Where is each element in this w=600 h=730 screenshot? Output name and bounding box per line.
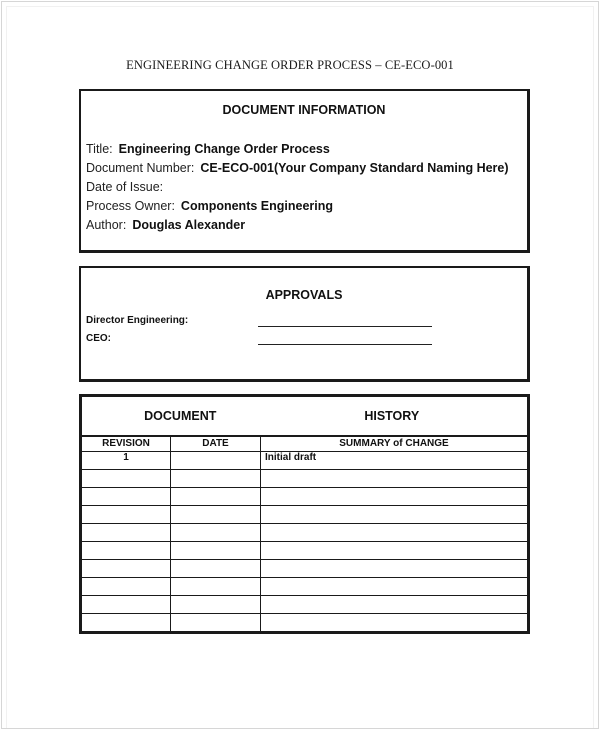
signature-line[interactable] bbox=[258, 344, 432, 345]
cell-date[interactable] bbox=[171, 470, 261, 488]
cell-summary[interactable] bbox=[261, 506, 529, 524]
cell-date[interactable] bbox=[171, 596, 261, 614]
cell-date[interactable] bbox=[171, 488, 261, 506]
field-process-owner bbox=[86, 197, 509, 216]
cell-date[interactable] bbox=[171, 578, 261, 596]
field-label: Author: bbox=[86, 218, 127, 232]
cell-revision[interactable] bbox=[81, 488, 171, 506]
field-date-of-issue bbox=[86, 178, 509, 197]
field-value: CE-ECO-001(Your Company Standard Naming Here) bbox=[200, 161, 509, 175]
cell-revision[interactable] bbox=[81, 560, 171, 578]
table-row bbox=[81, 578, 529, 596]
cell-date[interactable] bbox=[171, 560, 261, 578]
cell-date[interactable] bbox=[171, 614, 261, 633]
table-row bbox=[81, 524, 529, 542]
cell-summary[interactable]: Initial draft bbox=[261, 452, 529, 470]
cell-summary[interactable] bbox=[261, 560, 529, 578]
field-title bbox=[86, 140, 509, 159]
field-label: Title: bbox=[86, 142, 113, 156]
cell-revision[interactable] bbox=[81, 542, 171, 560]
cell-date[interactable] bbox=[171, 524, 261, 542]
cell-date[interactable] bbox=[171, 452, 261, 470]
cell-date[interactable] bbox=[171, 506, 261, 524]
table-row bbox=[81, 488, 529, 506]
cell-summary[interactable] bbox=[261, 488, 529, 506]
field-value: Douglas Alexander bbox=[132, 218, 246, 232]
field-value: Engineering Change Order Process bbox=[118, 142, 330, 156]
table-row bbox=[81, 596, 529, 614]
approvals-box bbox=[79, 266, 530, 382]
cell-revision[interactable] bbox=[81, 506, 171, 524]
table-row bbox=[81, 452, 529, 470]
document-title: ENGINEERING CHANGE ORDER PROCESS – CE-ECO-001 bbox=[126, 58, 454, 72]
table-row bbox=[81, 506, 529, 524]
cell-date[interactable] bbox=[171, 542, 261, 560]
column-header-date: DATE bbox=[171, 436, 261, 452]
field-label: Document Number: bbox=[86, 161, 195, 175]
approval-director-engineering bbox=[86, 315, 188, 326]
field-author bbox=[86, 216, 509, 235]
field-value: Components Engineering bbox=[180, 199, 334, 213]
approval-label: CEO: bbox=[86, 333, 111, 344]
document-history-table bbox=[79, 394, 530, 634]
document-information-box bbox=[79, 89, 530, 253]
column-header-summary: SUMMARY of CHANGE bbox=[261, 436, 529, 452]
history-column-headers bbox=[81, 436, 529, 452]
history-heading-left: DOCUMENT bbox=[81, 396, 261, 437]
table-row bbox=[81, 560, 529, 578]
cell-revision[interactable] bbox=[81, 524, 171, 542]
table-row bbox=[81, 542, 529, 560]
approval-label: Director Engineering: bbox=[86, 315, 189, 326]
cell-summary[interactable] bbox=[261, 542, 529, 560]
cell-summary[interactable] bbox=[261, 524, 529, 542]
approvals-heading: APPROVALS bbox=[265, 288, 343, 302]
table-row bbox=[81, 470, 529, 488]
cell-revision[interactable] bbox=[81, 614, 171, 633]
history-heading-right: HISTORY bbox=[261, 396, 529, 437]
cell-revision[interactable] bbox=[81, 596, 171, 614]
document-information-fields bbox=[86, 140, 509, 235]
approval-ceo bbox=[86, 333, 111, 344]
cell-revision[interactable] bbox=[81, 578, 171, 596]
signature-line[interactable] bbox=[258, 326, 432, 327]
cell-revision[interactable] bbox=[81, 470, 171, 488]
history-heading-row bbox=[81, 396, 529, 437]
field-label: Date of Issue: bbox=[86, 180, 164, 194]
table-row bbox=[81, 614, 529, 633]
document-information-heading: DOCUMENT INFORMATION bbox=[222, 103, 386, 117]
cell-summary[interactable] bbox=[261, 614, 529, 633]
cell-summary[interactable] bbox=[261, 596, 529, 614]
field-label: Process Owner: bbox=[86, 199, 175, 213]
cell-summary[interactable] bbox=[261, 470, 529, 488]
field-document-number bbox=[86, 159, 509, 178]
column-header-revision: REVISION bbox=[81, 436, 171, 452]
cell-revision[interactable]: 1 bbox=[81, 452, 171, 470]
cell-summary[interactable] bbox=[261, 578, 529, 596]
